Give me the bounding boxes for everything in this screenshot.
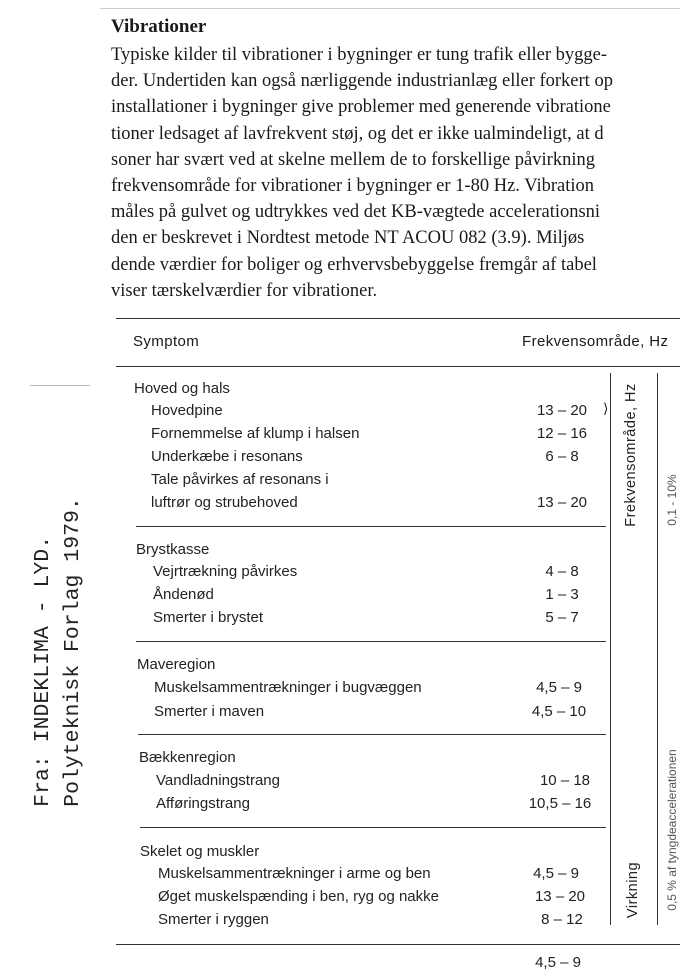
- symptom-item: luftrør og strubehoved: [151, 494, 298, 511]
- frequency-value: 4 – 8: [545, 563, 579, 580]
- paragraph-line: Typiske kilder til vibrationer i bygninger er tung trafik eller bygge-: [111, 45, 608, 65]
- frequency-value: 8 – 12: [541, 911, 583, 928]
- group-rule: [136, 526, 606, 527]
- symptom-item: Vandladningstrang: [156, 772, 280, 789]
- table-header-rule: [116, 366, 680, 367]
- symptom-item: Muskelsammentrækninger i bugvæggen: [154, 679, 422, 696]
- table-vertical-rule: [610, 373, 611, 925]
- column-header-frequency: Frekvensområde, Hz: [522, 333, 669, 350]
- frequency-value: 12 – 16: [536, 425, 588, 442]
- group-title: Bækkenregion: [139, 749, 236, 766]
- symptom-item: Vejrtrækning påvirkes: [153, 563, 298, 580]
- frequency-value: 13 – 20: [536, 494, 588, 511]
- symptom-item: Øget muskelspænding i ben, ryg og nakke: [158, 888, 439, 905]
- symptom-item: Underkæbe i resonans: [151, 448, 303, 465]
- symptom-item: Muskelsammentrækninger i arme og ben: [158, 865, 431, 882]
- source-note-line: Polyteknisk Forlag 1979.: [61, 497, 85, 807]
- symptom-item: Smerter i maven: [154, 703, 265, 720]
- table-bottom-rule: [116, 944, 680, 945]
- source-note-line: Fra: INDEKLIMA - LYD.: [31, 535, 55, 807]
- group-title: Maveregion: [137, 656, 216, 673]
- group-rule: [140, 827, 606, 828]
- column-header-symptom: Symptom: [133, 333, 200, 350]
- symptom-item: Fornemmelse af klump i halsen: [151, 425, 360, 442]
- frequency-value: 13 – 20: [534, 888, 586, 905]
- symptom-item: Smerter i ryggen: [158, 911, 269, 928]
- paragraph-line: den er beskrevet i Nordtest metode NT ACOU 082 (3.9). Miljøs: [111, 228, 585, 249]
- frequency-value: 4,5 – 9: [533, 865, 579, 882]
- table-vertical-rule: [657, 373, 658, 925]
- section-heading: Vibrationer: [111, 16, 207, 37]
- frequency-value: 4,5 – 9: [536, 679, 582, 696]
- symptom-item: Hovedpine: [151, 402, 223, 419]
- symptom-item: Tale påvirkes af resonans i: [151, 471, 329, 488]
- group-title: Brystkasse: [136, 541, 210, 558]
- group-rule: [138, 734, 606, 735]
- side-note-rule: [30, 385, 90, 386]
- symptom-item: Afføringstrang: [156, 795, 250, 812]
- body-paragraph: [111, 42, 680, 304]
- paragraph-line: frekvensområde for vibrationer i bygninger er 1-80 Hz. Vibration: [111, 175, 594, 196]
- frequency-value: 10 – 18: [539, 772, 591, 789]
- frequency-value: 6 – 8: [545, 448, 579, 465]
- check-mark: ⟩: [603, 402, 609, 417]
- table-top-rule: [116, 318, 680, 319]
- group-title: Hoved og hals: [134, 380, 230, 397]
- paragraph-line: måles på gulvet og udtrykkes ved det KB-vægtede accelerationsni: [111, 202, 601, 223]
- top-rule: [100, 8, 680, 9]
- paragraph-line: soner har svært ved at skelne mellem de to forskellige påvirkning: [111, 149, 595, 170]
- frequency-value: 1 – 3: [545, 586, 579, 603]
- frequency-value: 5 – 7: [545, 609, 579, 626]
- paragraph-line: installationer i bygninger give problemer med generende vibratione: [111, 97, 611, 118]
- group-title: Skelet og muskler: [140, 843, 260, 860]
- frequency-value: 13 – 20: [536, 402, 588, 419]
- paragraph-line: viser tærskelværdier for vibrationer.: [111, 280, 378, 301]
- frequency-value: 4,5 – 10: [531, 703, 587, 720]
- paragraph-line: tioner ledsaget af lavfrekvent støj, og det er ikke ualmindeligt, at d: [111, 123, 604, 144]
- paragraph-line: der. Undertiden kan også nærliggende industrianlæg eller forkert op: [111, 71, 613, 92]
- group-rule: [136, 641, 606, 642]
- paragraph-line: dende værdier for boliger og erhvervsbebyggelse fremgår af tabel: [111, 254, 597, 275]
- symptom-item: Smerter i brystet: [153, 609, 264, 626]
- symptom-item: Åndenød: [153, 586, 214, 603]
- frequency-value-cutoff: 4,5 – 9: [535, 954, 581, 971]
- frequency-value: 10,5 – 16: [528, 795, 592, 812]
